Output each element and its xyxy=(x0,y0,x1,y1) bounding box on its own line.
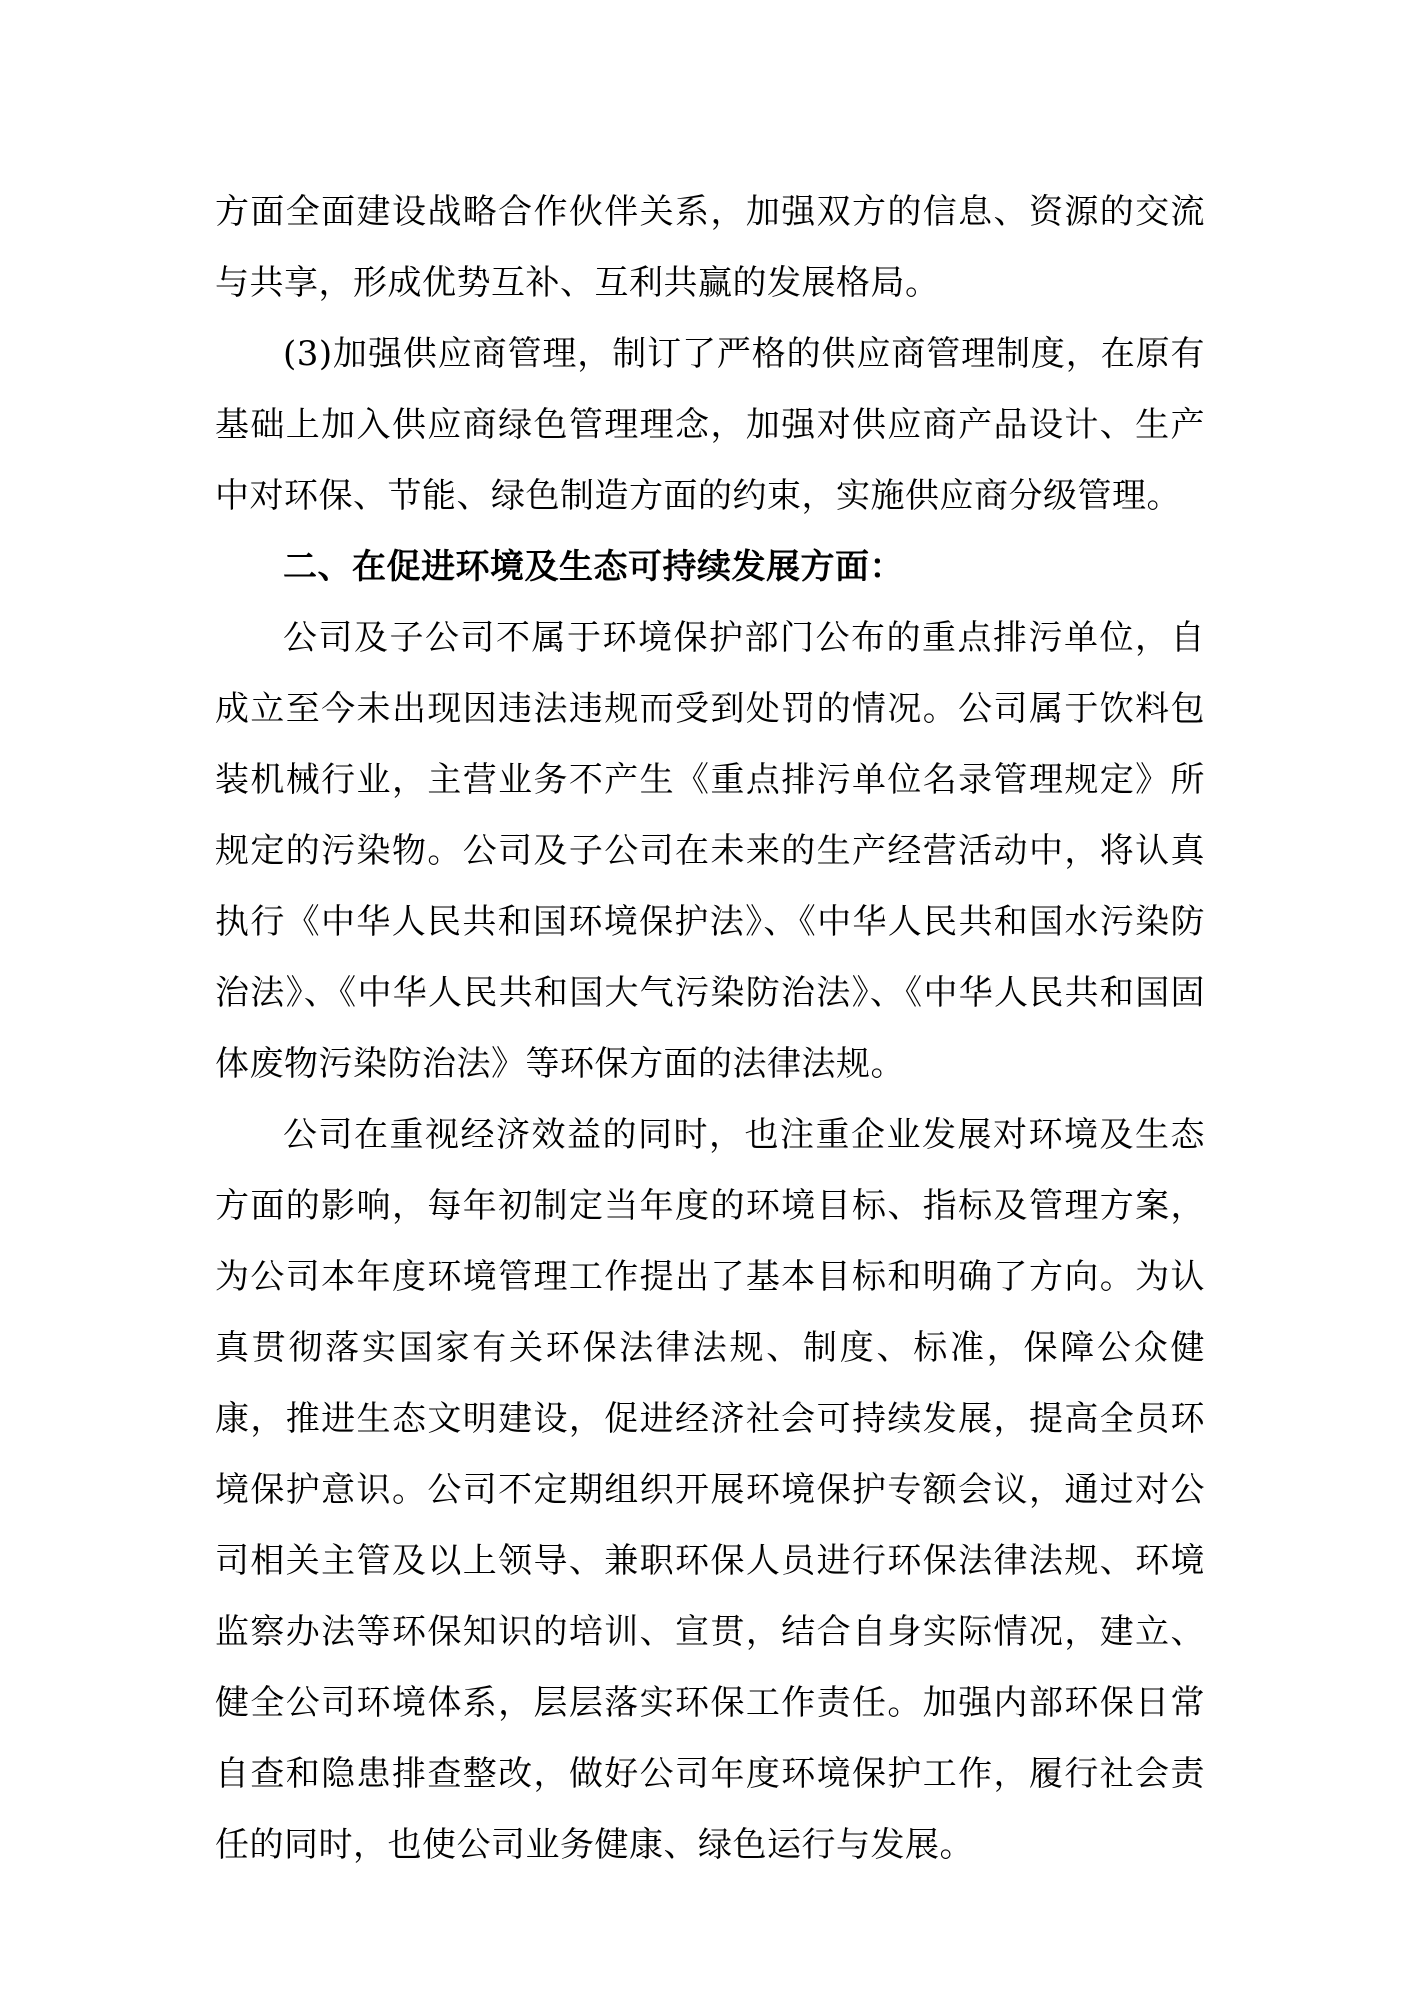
paragraph-supplier-management: (3)加强供应商管理，制订了严格的供应商管理制度，在原有基础上加入供应商绿色管理理念，加强对供应商产品设计、生产中对环保、节能、绿色制造方面的约束，实施供应商分级管理。 xyxy=(215,334,1205,516)
section-heading-environment-sustainability: 二、在促进环境及生态可持续发展方面： xyxy=(283,547,904,587)
paragraph-environment-management: 公司在重视经济效益的同时，也注重企业发展对环境及生态方面的影响，每年初制定当年度的环境目标、指标及管理方案，为公司本年度环境管理工作提出了基本目标和明确了方向。为认真贯彻落实国家有关环保法律法规、制度、标准，保障公众健康，推进生态文明建设，促进经济社会可持续发展，提高全员环境保护意识。公司不定期组织开展环境保护专额会议，通过对公司相关主管及以上领导、兼职环保人员进行环保法律法规、环境监察办法等环保知识的培训、宣贯，结合自身实际情况，建立、健全公司环境体系，层层落实环保工作责任。加强内部环保日常自查和隐患排查整改，做好公司年度环境保护工作，履行社会责任的同时，也使公司业务健康、绿色运行与发展。 xyxy=(215,1115,1205,1865)
paragraph-partnership-continuation: 方面全面建设战略合作伙伴关系，加强双方的信息、资源的交流与共享，形成优势互补、互利共赢的发展格局。 xyxy=(215,192,1205,303)
paragraph-environment-compliance: 公司及子公司不属于环境保护部门公布的重点排污单位，自成立至今未出现因违法违规而受到处罚的情况。公司属于饮料包装机械行业，主营业务不产生《重点排污单位名录管理规定》所规定的污染物。公司及子公司在未来的生产经营活动中，将认真执行《中华人民共和国环境保护法》、《中华人民共和国水污染防治法》、《中华人民共和国大气污染防治法》、《中华人民共和国固体废物污染防治法》等环保方面的法律法规。 xyxy=(215,618,1205,1084)
document-page-text-block xyxy=(215,177,1205,1881)
